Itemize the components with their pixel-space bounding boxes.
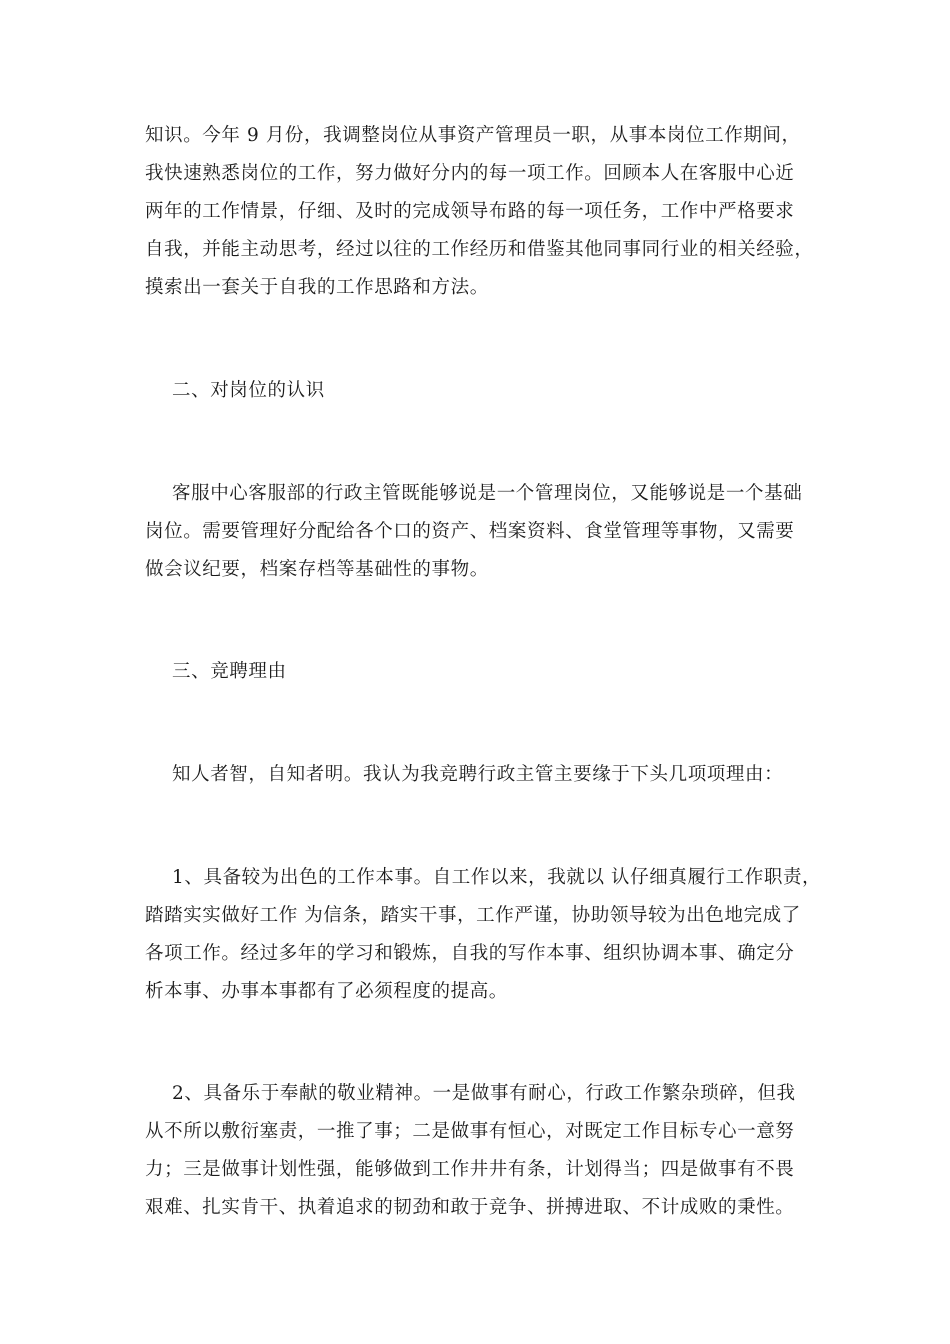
reason1-line-4: 析本事、办事本事都有了必须程度的提高。 [145,981,508,1002]
section3-intro: 知人者智，自知者明。我认为我竞聘行政主管主要缘于下头几项项理由： [172,764,784,785]
reason1-line-1: 1、具备较为出色的工作本事。自工作以来，我就以 认仔细真履行工作职责， [172,867,822,888]
reason1-line-2: 踏踏实实做好工作 为信条，踏实干事，工作严谨，协助领导较为出色地完成了 [145,905,801,926]
intro-line-1: 知识。今年 9 月份，我调整岗位从事资产管理员一职，从事本岗位工作期间， [145,125,801,146]
reason2-line-3: 力；三是做事计划性强，能够做到工作井井有条，计划得当；四是做事有不畏 [145,1159,795,1180]
section2-line-2: 岗位。需要管理好分配给各个口的资产、档案资料、食堂管理等事物，又需要 [145,521,795,542]
intro-line-4: 自我，并能主动思考，经过以往的工作经历和借鉴其他同事同行业的相关经验， [145,239,814,260]
reason2-line-4: 艰难、扎实肯干、执着追求的韧劲和敢于竞争、拼搏进取、不计成败的秉性。 [145,1197,795,1218]
reason2-line-2: 从不所以敷衍塞责，一推了事；二是做事有恒心，对既定工作目标专心一意努 [145,1121,795,1142]
intro-line-2: 我快速熟悉岗位的工作，努力做好分内的每一项工作。回顾本人在客服中心近 [145,163,795,184]
reason1-line-3: 各项工作。经过多年的学习和锻炼，自我的写作本事、组织协调本事、确定分 [145,943,795,964]
section-heading-2: 二、对岗位的认识 [172,380,325,401]
intro-line-5: 摸索出一套关于自我的工作思路和方法。 [145,277,489,298]
section2-line-3: 做会议纪要，档案存档等基础性的事物。 [145,559,489,580]
reason2-line-1: 2、具备乐于奉献的敬业精神。一是做事有耐心，行政工作繁杂琐碎，但我 [172,1083,796,1104]
section2-line-1: 客服中心客服部的行政主管既能够说是一个管理岗位，又能够说是一个基础 [172,483,803,504]
section-heading-3: 三、竞聘理由 [172,661,287,682]
intro-line-3: 两年的工作情景，仔细、及时的完成领导布路的每一项任务，工作中严格要求 [145,201,795,222]
